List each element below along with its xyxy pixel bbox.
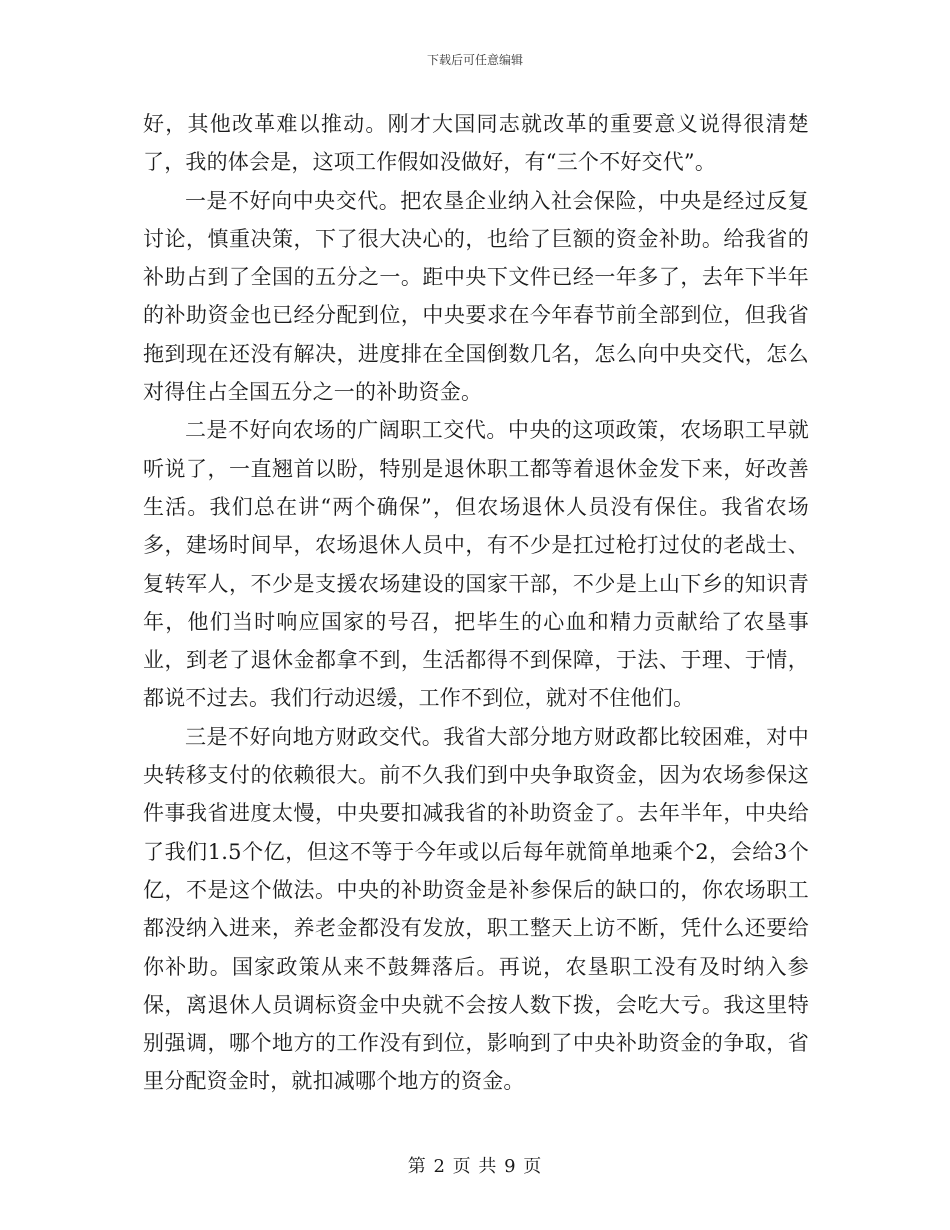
document-body [143, 105, 809, 1101]
page-header: 下载后可任意编辑 [426, 53, 523, 67]
paragraph-continuation: 好，其他改革难以推动。刚才大国同志就改革的重要意义说得很清楚了，我的体会是，这项工作假如没做好，有“三个不好交代”。 [143, 112, 809, 175]
page-number-footer: 第 2 页 共 9 页 [407, 1156, 543, 1177]
paragraph-point-one: 一是不好向中央交代。把农垦企业纳入社会保险，中央是经过反复讨论，慎重决策，下了很大决心的，也给了巨额的资金补助。给我省的补助占到了全国的五分之一。距中央下文件已经一年多了，去年下半年的补助资金也已经分配到位，中央要求在今年春节前全部到位，但我省拖到现在还没有解决，进度排在全国倒数几名，怎么向中央交代，怎么对得住占全国五分之一的补助资金。 [143, 188, 809, 405]
paragraph-point-two: 二是不好向农场的广阔职工交代。中央的这项政策，农场职工早就听说了，一直翘首以盼，特别是退休职工都等着退休金发下来，好改善生活。我们总在讲“两个确保”，但农场退休人员没有保住。我省农场多，建场时间早，农场退休人员中，有不少是扛过枪打过仗的老战士、复转军人，不少是支援农场建设的国家干部，不少是上山下乡的知识青年，他们当时响应国家的号召，把毕生的心血和精力贡献给了农垦事业，到老了退休金都拿不到，生活都得不到保障，于法、于理、于情，都说不过去。我们行动迟缓，工作不到位，就对不住他们。 [143, 418, 809, 711]
paragraph-point-three: 三是不好向地方财政交代。我省大部分地方财政都比较困难，对中央转移支付的依赖很大。前不久我们到中央争取资金，因为农场参保这件事我省进度太慢，中央要扣减我省的补助资金了。去年半年，中央给了我们1.5个亿，但这不等于今年或以后每年就简单地乘个2，会给3个亿，不是这个做法。中央的补助资金是补参保后的缺口的，你农场职工都没纳入进来，养老金都没有发放，职工整天上访不断，凭什么还要给你补助。国家政策从来不鼓舞落后。再说，农垦职工没有及时纳入参保，离退休人员调标资金中央就不会按人数下拨，会吃大亏。我这里特别强调，哪个地方的工作没有到位，影响到了中央补助资金的争取，省里分配资金时，就扣减哪个地方的资金。 [143, 724, 809, 1094]
